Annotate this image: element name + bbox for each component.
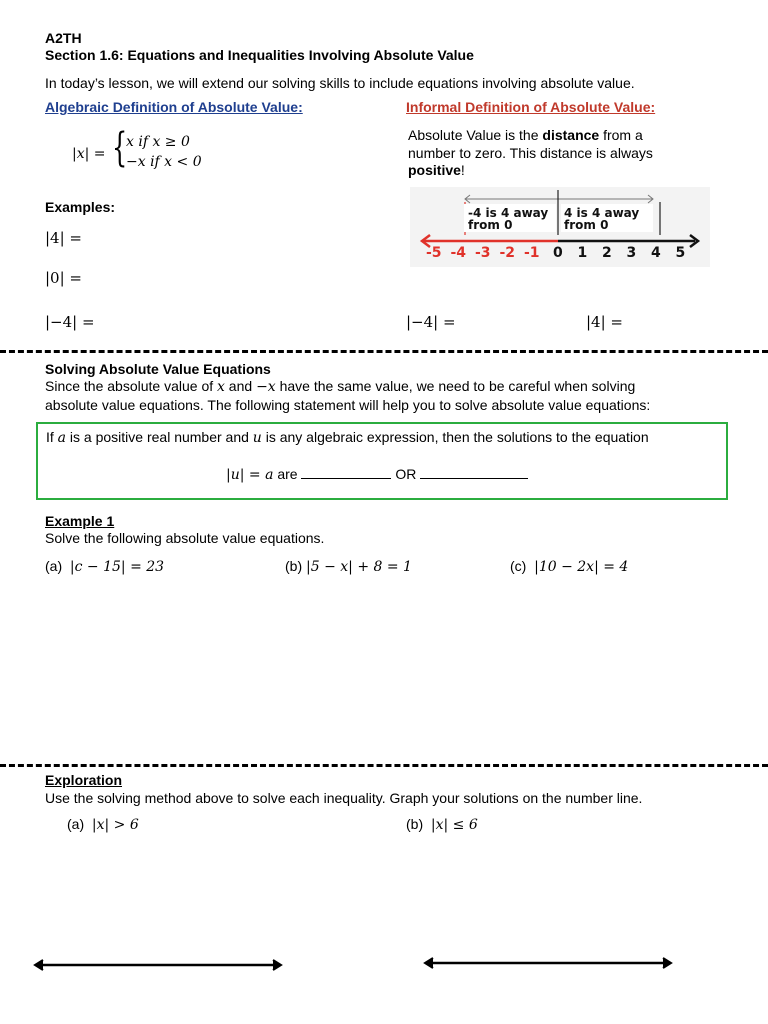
exploration-b: (b) |x| ≤ 6 [406,816,478,833]
right-label-2: from 0 [564,218,609,232]
statement-equation: |u| = a [226,467,274,483]
brace: { [112,125,128,171]
tick-label-2: 2 [602,245,612,261]
tick-label-5: 5 [675,245,686,261]
section-divider-1 [0,350,768,353]
left-label-2: from 0 [468,218,513,232]
number-line-a[interactable] [30,956,286,974]
left-label-1: -4 is 4 away [468,206,549,220]
tick-label--2: -2 [499,245,516,261]
case-1: x if x ≥ 0 [126,134,190,150]
exploration-heading: Exploration [45,772,123,788]
example1-b: (b) |5 − x| + 8 = 1 [285,558,412,575]
number-line-b[interactable] [420,954,676,972]
statement-line-2: |u| = a are OR [226,466,528,484]
solving-heading: Solving Absolute Value Equations [45,361,271,377]
statement-line-1: If a is a positive real number and u is any algebraic expression, then the solutions to the equation [46,429,649,446]
example1-a: (a) |c − 15| = 23 [45,558,165,575]
example1-instruction: Solve the following absolute value equations. [45,530,325,546]
tick-label--1: -1 [524,245,540,261]
solving-para-2: absolute value equations. The following statement will help you to solve absolute value equations: [45,397,651,413]
example-abs-neg4-left: |−4| = [45,313,95,331]
algebraic-definition-heading: Algebraic Definition of Absolute Value: [45,99,303,115]
example-abs-0: |0| = [45,269,82,287]
course-code: A2TH [45,30,82,46]
tick-label-3: 3 [626,245,637,261]
exploration-a: (a) |x| > 6 [67,816,139,833]
tick-labels [426,245,685,261]
example-abs-neg4-right: |−4| = [406,313,456,331]
example1-heading: Example 1 [45,513,115,529]
section-title: Section 1.6: Equations and Inequalities Involving Absolute Value [45,47,474,63]
solving-para-1: Since the absolute value of x and −x have the same value, we need to be careful when solving [45,378,636,395]
tick-label-0: 0 [553,245,563,261]
example-abs-4-right: |4| = [586,313,623,331]
number-line-figure [410,187,710,267]
informal-line-2: number to zero. This distance is always [408,145,653,161]
exploration-instruction: Use the solving method above to solve each inequality. Graph your solutions on the number line. [45,790,643,806]
informal-definition-heading: Informal Definition of Absolute Value: [406,99,656,115]
answer-blank-2[interactable] [420,466,528,479]
number-line-svg [410,187,710,267]
answer-blank-1[interactable] [301,466,391,479]
tick-label--3: -3 [475,245,491,261]
examples-heading: Examples: [45,199,116,215]
informal-line-1: Absolute Value is the distance from a [408,127,643,143]
tick-label-4: 4 [651,245,661,261]
tick-label--4: -4 [450,245,467,261]
intro-text: In today’s lesson, we will extend our solving skills to include equations involving absolute value. [45,75,635,91]
informal-line-3: positive! [408,162,465,178]
example-abs-4: |4| = [45,229,82,247]
case-2: −x if x < 0 [126,154,202,170]
section-divider-2 [0,764,768,767]
tick-label-1: 1 [577,245,588,261]
right-label-1: 4 is 4 away [564,206,640,220]
example1-c: (c) |10 − 2x| = 4 [510,558,629,575]
tick-label--5: -5 [426,245,442,261]
abs-lhs: |x| = [72,146,106,162]
